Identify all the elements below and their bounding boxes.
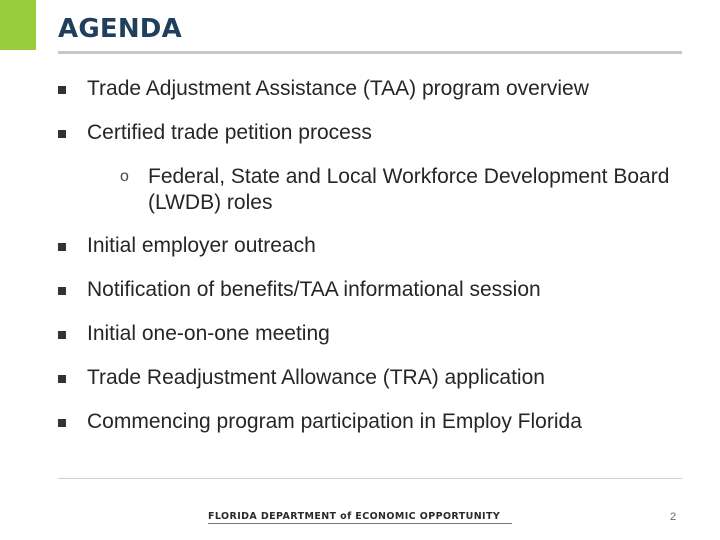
agenda-item-text: Initial employer outreach xyxy=(87,234,316,257)
square-bullet-icon xyxy=(58,375,66,383)
agenda-item xyxy=(58,321,330,347)
agenda-item-text: Trade Adjustment Assistance (TAA) program overview xyxy=(87,77,589,100)
square-bullet-icon xyxy=(58,331,66,339)
slide-title: AGENDA xyxy=(58,14,182,44)
footer-divider xyxy=(58,478,682,479)
agenda-item xyxy=(58,233,316,259)
accent-bar xyxy=(0,0,36,50)
agenda-item-text: Initial one-on-one meeting xyxy=(87,322,330,345)
agenda-subitem xyxy=(120,164,708,216)
page-number: 2 xyxy=(670,511,677,523)
agenda-item xyxy=(58,76,589,102)
circle-bullet-icon: o xyxy=(120,168,129,185)
agenda-item xyxy=(58,365,545,391)
agenda-item xyxy=(58,409,582,435)
agenda-item-text: Trade Readjustment Allowance (TRA) application xyxy=(87,366,545,389)
logo-underline xyxy=(208,523,512,524)
square-bullet-icon xyxy=(58,130,66,138)
square-bullet-icon xyxy=(58,287,66,295)
agenda-item-text: Commencing program participation in Employ Florida xyxy=(87,410,582,433)
square-bullet-icon xyxy=(58,243,66,251)
agenda-item xyxy=(58,120,372,146)
square-bullet-icon xyxy=(58,419,66,427)
agenda-item-text: Certified trade petition process xyxy=(87,121,372,144)
agenda-item-text: Notification of benefits/TAA informational session xyxy=(87,278,541,301)
square-bullet-icon xyxy=(58,86,66,94)
title-divider xyxy=(58,51,682,54)
deo-logo: FLORIDA DEPARTMENT of ECONOMIC OPPORTUNITY xyxy=(208,511,501,522)
agenda-subitem-text: Federal, State and Local Workforce Development Board (LWDB) roles xyxy=(148,165,670,214)
agenda-item xyxy=(58,277,541,303)
